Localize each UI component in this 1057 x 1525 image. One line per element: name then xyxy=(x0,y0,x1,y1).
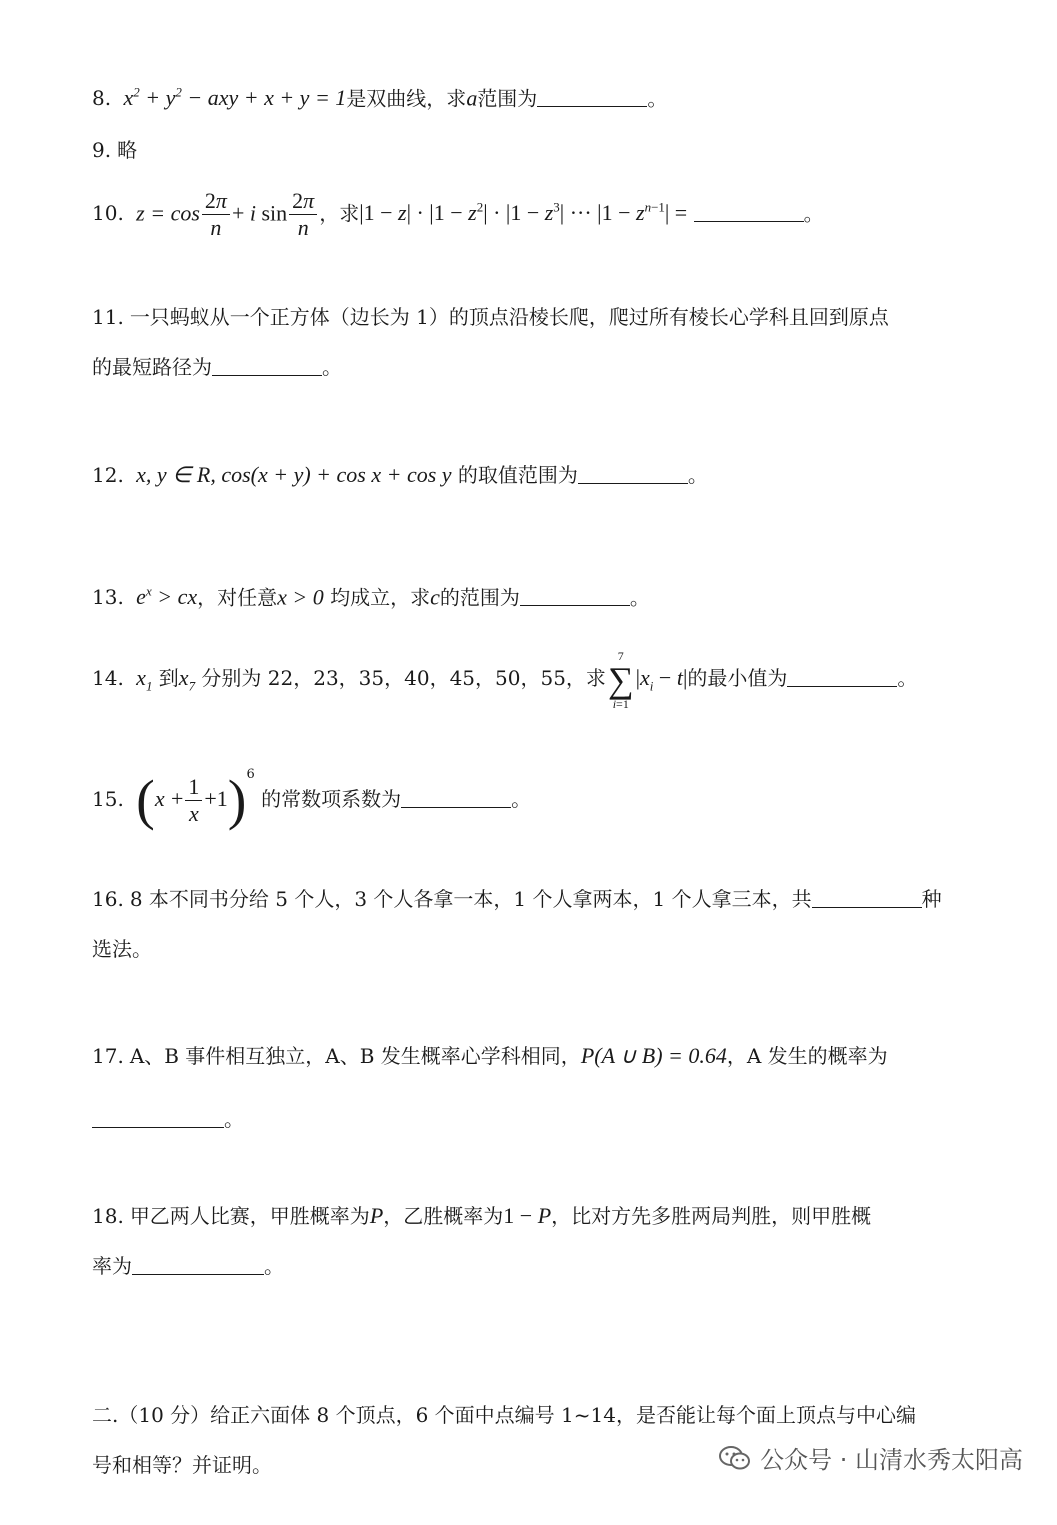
question-number: 13. xyxy=(92,585,124,610)
question-text: 的最小值为 xyxy=(687,666,788,690)
period: 。 xyxy=(647,86,668,111)
period: 。 xyxy=(803,201,824,226)
question-text: 率为 xyxy=(92,1254,132,1278)
question-text: 是双曲线，求 xyxy=(346,86,467,111)
answer-blank xyxy=(92,1107,224,1128)
question-text: 略 xyxy=(117,138,138,162)
question-text: 的最短路径为 xyxy=(92,355,212,379)
question-number: 18. xyxy=(92,1204,124,1228)
formula: $|x_i - t|$ xyxy=(635,665,688,694)
answer-blank xyxy=(537,86,647,107)
formula: 1 − P xyxy=(503,1203,552,1228)
variable: $x_1$ xyxy=(136,665,153,694)
fraction: $\frac{2\pi}{n}$ xyxy=(202,188,230,241)
question-text: 分别为 22，23，35，40，45，50，55，求 xyxy=(201,666,606,690)
formula: x > 0 xyxy=(277,584,324,610)
question-text: 范围为 xyxy=(477,86,538,111)
period: 。 xyxy=(511,787,532,811)
question-text: ，比对方先多胜两局判胜，则甲胜概 xyxy=(551,1204,872,1228)
formula: P(A ∪ B) = 0.64 xyxy=(580,1043,727,1068)
summation-symbol: 7 ∑ i=1 xyxy=(607,648,634,711)
variable: P xyxy=(369,1203,384,1228)
question-text: 一只蚂蚁从一个正方体（边长为 1）的顶点沿棱长爬，爬过所有棱长心学科且回到原点 xyxy=(129,305,889,329)
fraction: $\frac{1}{x}$ xyxy=(185,774,202,827)
formula: x, y ∈ R, cos(x + y) + cos x + cos y xyxy=(136,462,452,487)
question-10: 10. z = cos $\frac{2\pi}{n}$ + i sin $\frac{2\pi}{n}$ ，求$|1 - z| \cdot |1 - z^2| \cdot |1 - z^3|$ ··· $|1 - z^{n-1}|$ = 。 xyxy=(92,188,824,241)
formula: $x^2 + y^2$ − axy + x + y = 1 xyxy=(123,85,347,111)
question-text: ，乙胜概率为 xyxy=(383,1204,504,1228)
question-17-cont xyxy=(92,1104,987,1134)
question-8 xyxy=(92,78,987,113)
question-number: 12. xyxy=(92,463,124,487)
question-number: 9. xyxy=(92,138,112,162)
question-14 xyxy=(92,648,987,716)
variable: a xyxy=(466,85,478,111)
question-number: 14. xyxy=(92,666,124,690)
question-9 xyxy=(92,135,987,165)
question-text: 8 本不同书分给 5 个人，3 个人各拿一本，1 个人拿两本，1 个人拿三本，共 xyxy=(129,887,812,911)
question-text: 种 xyxy=(921,887,942,911)
part-two-question xyxy=(92,1400,987,1430)
answer-blank xyxy=(694,201,804,222)
question-text: 的常数项系数为 xyxy=(261,787,402,811)
formula-product: $|1 - z| \cdot |1 - z^2| \cdot |1 - z^3|$ ··· $|1 - z^{n-1}|$ = xyxy=(359,200,688,226)
question-text: 号和相等？并证明。 xyxy=(92,1453,272,1477)
question-text: 甲乙两人比赛，甲胜概率为 xyxy=(129,1204,370,1228)
question-text: ，对任意 xyxy=(197,585,278,610)
period: 。 xyxy=(264,1254,284,1278)
question-text: 的范围为 xyxy=(439,585,520,610)
question-15: 15. (x + $\frac{1}{x}$ +1)$^6$ 的常数项系数为 。 xyxy=(92,767,532,832)
question-text: 选法。 xyxy=(92,937,152,961)
variable: c xyxy=(430,584,440,610)
question-16 xyxy=(92,884,987,914)
answer-blank xyxy=(520,585,630,606)
formula: z = cos xyxy=(136,200,200,226)
answer-blank xyxy=(212,355,322,376)
question-text: 二.（10 分）给正六面体 8 个顶点，6 个面中点编号 1~14，是否能让每个面上顶点与中心编 xyxy=(92,1403,916,1427)
answer-blank xyxy=(787,666,897,687)
question-18-cont xyxy=(92,1251,987,1281)
question-11 xyxy=(92,302,987,332)
question-number: 15. xyxy=(92,787,124,811)
question-18 xyxy=(92,1201,987,1231)
question-text: 均成立，求 xyxy=(330,585,431,610)
answer-blank xyxy=(812,887,922,908)
formula: $e^x$ > cx xyxy=(136,584,198,610)
period: 。 xyxy=(897,666,918,690)
answer-blank xyxy=(578,463,688,484)
question-text: 到 xyxy=(158,666,179,690)
period: 。 xyxy=(687,463,708,487)
variable: $x_7$ xyxy=(178,665,196,694)
fraction: $\frac{2\pi}{n}$ xyxy=(289,188,317,241)
watermark xyxy=(718,1440,1023,1475)
watermark-text: 公众号 · 山清水秀太阳高 xyxy=(760,1446,1023,1474)
question-text: ，A 发生的概率为 xyxy=(726,1044,888,1068)
question-number: 11. xyxy=(92,305,124,329)
answer-blank xyxy=(132,1254,264,1275)
wechat-icon xyxy=(718,1444,752,1472)
question-text: ，求 xyxy=(319,201,360,226)
question-13 xyxy=(92,577,987,612)
question-12 xyxy=(92,460,987,490)
question-text: 的取值范围为 xyxy=(457,463,578,487)
question-11-cont xyxy=(92,352,987,382)
period: 。 xyxy=(322,355,342,379)
question-text: A、B 事件相互独立，A、B 发生概率心学科相同， xyxy=(129,1044,581,1068)
question-number: 16. xyxy=(92,887,124,911)
question-16-cont xyxy=(92,934,987,964)
question-number: 17. xyxy=(92,1044,124,1068)
question-number: 8. xyxy=(92,86,112,111)
question-number: 10. xyxy=(92,201,124,226)
answer-blank xyxy=(401,787,511,808)
period: 。 xyxy=(629,585,650,610)
period: 。 xyxy=(224,1107,244,1131)
question-17 xyxy=(92,1041,987,1071)
